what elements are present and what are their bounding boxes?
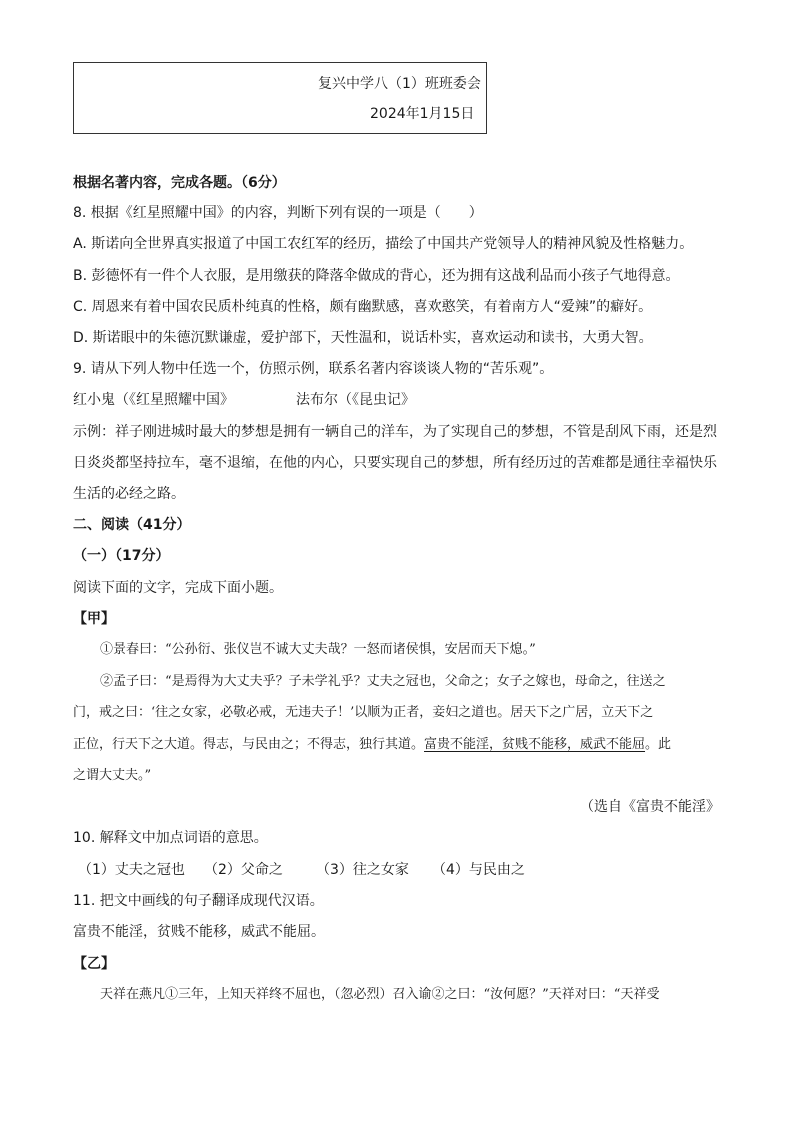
passage-jia-line: 之谓大丈夫。”: [73, 768, 152, 783]
section-heading-classics: 根据名著内容，完成各题。（6分）: [73, 175, 286, 191]
notice-date: 2024年1月15日: [370, 106, 475, 122]
q11-sentence: 富贵不能淫，贫贱不能移，威武不能屈。: [73, 924, 325, 940]
q9-character-option-2: 法布尔（《昆虫记》: [296, 392, 415, 408]
passage-jia-paragraph-1: ①景春曰：“公孙衍、张仪岂不诚大丈夫哉？一怒而诸侯惧，安居而天下熄。”: [100, 642, 536, 657]
q8-option-d: D. 斯诺眼中的朱德沉默谦虚，爱护部下，天性温和，说话朴实，喜欢运动和读书，大勇大智。: [73, 330, 653, 346]
q9-example-line: 示例：祥子刚进城时最大的梦想是拥有一辆自己的洋车，为了实现自己的梦想，不管是刮风下雨，还是烈: [73, 424, 717, 440]
question-11-stem: 11. 把文中画线的句子翻译成现代汉语。: [73, 893, 324, 909]
passage-yi-label: 【乙】: [73, 956, 115, 972]
notice-org: 复兴中学八（1）班班委会: [318, 76, 481, 92]
passage-yi-line: 天祥在燕凡①三年，上知天祥终不屈也，（忽必烈）召入谕②之曰：“汝何愿？”天祥对曰：“天祥受: [100, 987, 660, 1002]
q8-option-b: B. 彭德怀有一件个人衣服，是用缴获的降落伞做成的背心，还为拥有这战利品而小孩子气地得意。: [73, 268, 680, 284]
reading-part-1-heading: （一）（17分）: [73, 548, 170, 564]
q10-item-1: （1）丈夫之冠也: [78, 862, 185, 878]
q10-item-3: （3）往之女家: [316, 862, 409, 878]
section-heading-reading: 二、阅读（41分）: [73, 517, 191, 533]
q8-option-c: C. 周恩来有着中国农民质朴纯真的性格，颇有幽默感，喜欢憨笑，有着南方人“爱辣”的癖好。: [73, 299, 653, 315]
question-9-stem: 9. 请从下列人物中任选一个，仿照示例，联系名著内容谈谈人物的“苦乐观”。: [73, 361, 554, 377]
notice-box: [73, 62, 487, 134]
question-8-stem: 8. 根据《红星照耀中国》的内容，判断下列有误的一项是（ ）: [73, 205, 483, 221]
passage-text: 正位，行天下之大道。得志，与民由之；不得志，独行其道。: [73, 737, 425, 752]
passage-source: （选自《富贵不能淫》: [580, 799, 720, 815]
passage-jia-line: [73, 736, 671, 754]
reading-instruction: 阅读下面的文字，完成下面小题。: [73, 580, 283, 596]
passage-jia-paragraph-2: ②孟子曰：“是焉得为大丈夫乎？子未学礼乎？丈夫之冠也，父命之；女子之嫁也，母命之，往送之: [100, 674, 666, 689]
passage-text: 。此: [645, 737, 672, 752]
q10-item-4: （4）与民由之: [432, 862, 525, 878]
q9-example-line: 生活的必经之路。: [73, 486, 185, 502]
question-10-stem: 10. 解释文中加点词语的意思。: [73, 830, 268, 846]
q9-character-option-1: 红小鬼（《红星照耀中国》: [73, 392, 234, 408]
passage-jia-line: 门，戒之曰：‘往之女家，必敬必戒，无违夫子！’以顺为正者，妾妇之道也。居天下之广居，立天下之: [73, 705, 654, 720]
q8-option-a: A. 斯诺向全世界真实报道了中国工农红军的经历，描绘了中国共产党领导人的精神风貌及性格魅力。: [73, 236, 694, 252]
q9-example-line: 日炎炎都坚持拉车，毫不退缩，在他的内心，只要实现自己的梦想，所有经历过的苦难都是通往幸福快乐: [73, 455, 717, 471]
underlined-sentence: 富贵不能淫，贫贱不能移，威武不能屈: [424, 737, 646, 752]
passage-jia-label: 【甲】: [73, 611, 115, 627]
q10-item-2: （2）父命之: [204, 862, 283, 878]
